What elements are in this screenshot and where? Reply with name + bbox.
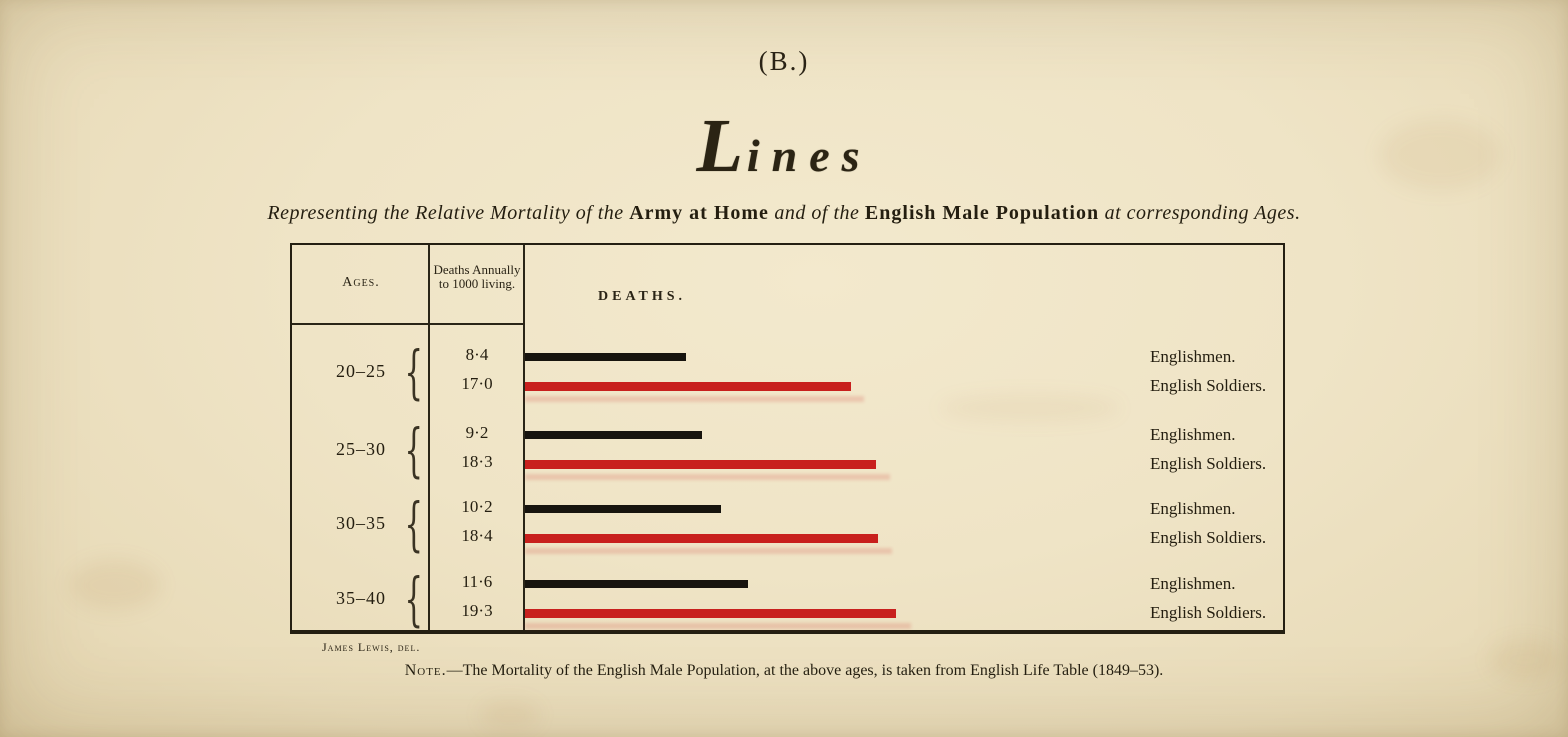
english-soldiers-bar [525,382,851,391]
paper-stain [70,560,160,610]
subtitle-part: at corresponding Ages. [1099,202,1301,224]
brace-glyph: { [404,338,423,406]
subtitle-part: and of the [768,202,865,224]
english-soldiers-label: English Soldiers. [1150,376,1267,395]
subtitle-part: Representing the Relative Mortality of the [267,202,630,224]
subtitle-english-male-population: English Male Population [864,202,1100,224]
englishmen-bar [525,580,748,588]
english-soldiers-label: English Soldiers. [1150,528,1267,547]
brace-glyph: { [404,565,423,633]
english-soldiers-bar [525,609,896,618]
chart-title: Lines [696,104,872,188]
age-range-label: 30–35 [336,513,386,533]
deaths-value: 18·3 [461,452,493,471]
print-echo-line [525,623,911,629]
age-range-label: 35–40 [336,588,386,608]
englishmen-label: Englishmen. [1150,499,1236,518]
english-soldiers-label: English Soldiers. [1150,603,1267,622]
header-deaths-annually: Deaths Annually to 1000 living. [433,262,521,291]
print-echo-line [525,474,890,480]
english-soldiers-bar [525,460,876,469]
englishmen-bar [525,431,702,439]
deaths-value: 11·6 [461,572,493,591]
header-rule [292,323,524,325]
engraver-credit: James Lewis, del. [322,640,421,654]
footnote [0,662,1568,680]
englishmen-label: Englishmen. [1150,574,1236,593]
brace-glyph: { [404,490,423,558]
header-ages: Ages. [342,275,380,290]
brace-glyph: { [404,416,423,484]
english-soldiers-bar [525,534,878,543]
english-soldiers-label: English Soldiers. [1150,454,1267,473]
englishmen-bar [525,353,686,361]
age-range-label: 20–25 [336,361,386,381]
header-deaths-chart: DEATHS. [598,289,687,304]
print-echo-line [525,396,864,402]
paper-stain [480,700,540,730]
deaths-value: 10·2 [461,497,493,516]
deaths-value: 9·2 [465,423,489,442]
deaths-value: 18·4 [461,526,493,545]
englishmen-label: Englishmen. [1150,347,1236,366]
chart-subtitle [0,202,1568,225]
footnote-label: Note. [404,662,447,679]
deaths-value: 19·3 [461,601,493,620]
age-range-label: 25–30 [336,439,386,459]
plate-label: (B.) [758,46,810,76]
deaths-value: 17·0 [461,374,493,393]
englishmen-label: Englishmen. [1150,425,1236,444]
subtitle-army-at-home: Army at Home [629,202,769,224]
mortality-table [290,243,1285,634]
footnote-text: —The Mortality of the English Male Population, at the above ages, is taken from English Life Table (1849–53). [446,662,1164,679]
print-echo-line [525,548,892,554]
deaths-value: 8·4 [465,345,489,364]
englishmen-bar [525,505,721,513]
